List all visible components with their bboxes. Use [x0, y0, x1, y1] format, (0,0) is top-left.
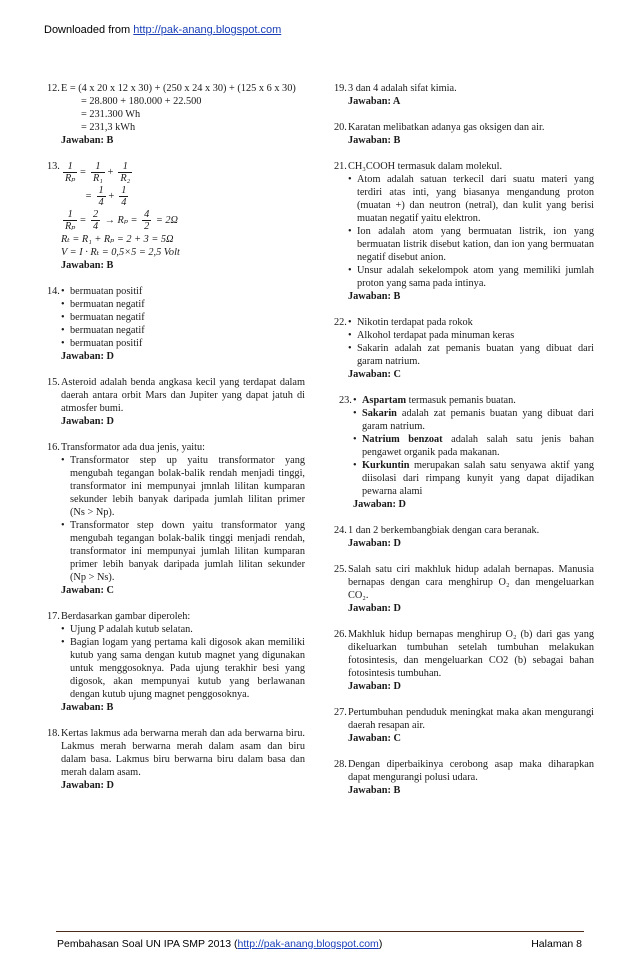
- question-27: [334, 706, 594, 745]
- list-item: • Transformator step down yaitu transformator yang mengubah tegangan bolak-balik tinggi menjadi rendah, transformator ini mempunyai jumlah lilitan kumparan primer lebih banyak daripada jumlah lilitan sekunder (Np > Ns).: [61, 519, 305, 584]
- q12-answer: Jawaban: B: [61, 135, 114, 146]
- question-19: [334, 82, 594, 108]
- list-item: • Natrium benzoat adalah salah satu jenis bahan pengawet organik pada makanan.: [353, 433, 594, 459]
- q13-answer: Jawaban: B: [61, 260, 114, 271]
- q28-text: Dengan diperbaikinya cerobong asap maka diharapkan dapat mengurangi polusi udara.: [348, 759, 594, 783]
- question-22: [334, 316, 594, 381]
- question-23: [334, 394, 594, 511]
- q18-answer: Jawaban: D: [61, 780, 114, 791]
- question-28: [334, 758, 594, 797]
- q23-number: 23.: [339, 395, 352, 406]
- page-footer: [57, 938, 582, 950]
- q23-list: [353, 394, 594, 498]
- q18-number: 18.: [47, 728, 60, 739]
- q20-answer: Jawaban: B: [348, 135, 401, 146]
- list-item: • Atom adalah satuan terkecil dari suatu materi yang terdiri atas inti, yang biasanya mengandung proton (muatan +) dan neutron (netral), dan kulit yang berisi muatan negatif yaitu elektron.: [348, 173, 594, 225]
- q20-text: Karatan melibatkan adanya gas oksigen dan air.: [348, 122, 545, 133]
- list-item: • Aspartam termasuk pemanis buatan.: [353, 394, 594, 407]
- q26-number: 26.: [334, 629, 347, 640]
- q12-line2: = 28.800 + 180.000 + 22.500: [81, 96, 202, 107]
- q24-text: 1 dan 2 berkembangbiak dengan cara beranak.: [348, 525, 540, 536]
- q27-number: 27.: [334, 707, 347, 718]
- q25-number: 25.: [334, 564, 347, 575]
- footer-link[interactable]: http://pak-anang.blogspot.com: [237, 938, 379, 950]
- question-18: [47, 727, 305, 792]
- q16-number: 16.: [47, 442, 60, 453]
- q27-text: Pertumbuhan penduduk meningkat maka akan mengurangi daerah resapan air.: [348, 707, 594, 731]
- question-25: [334, 563, 594, 615]
- q22-answer: Jawaban: C: [348, 369, 401, 380]
- q18-text: Kertas lakmus ada berwarna merah dan ada berwarna biru. Lakmus merah berwarna merah dalam asam dan biru dalam basa. Lakmus biru berwarna biru dalam basa dan merah dalam asam.: [61, 728, 305, 778]
- q16-list: [47, 454, 305, 584]
- q25-answer: Jawaban: D: [348, 603, 401, 614]
- q15-answer: Jawaban: D: [61, 416, 114, 427]
- question-20: [334, 121, 594, 147]
- question-24: [334, 524, 594, 550]
- question-17: [47, 610, 305, 714]
- q26-text: Makhluk hidup bernapas menghirup O₂ (b) dari gas yang dikeluarkan tumbuhan setelah tumbuhan melakukan fotosintesis, dan mengeluarkan CO2 (b) sebagai bahan fotosintesis tumbuhan.: [348, 629, 594, 679]
- q14-answer: Jawaban: D: [61, 351, 114, 362]
- list-item: • Sakarin adalah zat pemanis buatan yang dibuat dari garam natrium.: [348, 342, 594, 368]
- q17-list: [47, 623, 305, 701]
- q16-intro: Transformator ada dua jenis, yaitu:: [61, 442, 206, 453]
- q26-answer: Jawaban: D: [348, 681, 401, 692]
- list-item: • bermuatan positif: [61, 337, 305, 350]
- list-item: • Transformator step up yaitu transformator yang mengubah tegangan bolak-balik rendah menjadi tinggi, transformator ini mempunyai jmnlah lilitan kumparan sekunder lebih banyak daripada jumlah lilitan primer (Ns > Np).: [61, 454, 305, 519]
- q13-voltage: V = I · Rₜ = 0,5×5 = 2,5 Volt: [61, 247, 180, 258]
- question-26: [334, 628, 594, 693]
- q20-number: 20.: [334, 122, 347, 133]
- q12-line3: = 231.300 Wh: [81, 109, 141, 120]
- q14-number: 14.: [47, 286, 60, 297]
- question-12: [47, 82, 305, 147]
- list-item: • bermuatan negatif: [61, 311, 305, 324]
- q14-list: [61, 285, 305, 350]
- q19-text: 3 dan 4 adalah sifat kimia.: [348, 83, 457, 94]
- q17-intro: Berdasarkan gambar diperoleh:: [61, 611, 191, 622]
- header-prefix: Downloaded from: [44, 24, 134, 36]
- footer-divider: [56, 931, 584, 932]
- list-item: • Nikotin terdapat pada rokok: [348, 316, 594, 329]
- page-number: Halaman 8: [531, 938, 582, 950]
- q16-answer: Jawaban: C: [61, 585, 114, 596]
- list-item: • Ujung P adalah kutub selatan.: [61, 623, 305, 636]
- list-item: • bermuatan negatif: [61, 298, 305, 311]
- q13-math: [61, 160, 305, 233]
- q15-number: 15.: [47, 377, 60, 388]
- q19-number: 19.: [334, 83, 347, 94]
- question-21: [334, 160, 594, 303]
- q27-answer: Jawaban: C: [348, 733, 401, 744]
- q25-text: Salah satu ciri makhluk hidup adalah bernapas. Manusia bernapas dengan cara menghirup O₂ dan mengeluarkan CO₂.: [348, 564, 594, 601]
- right-column: [334, 82, 594, 810]
- page-header: [44, 24, 281, 36]
- question-13: [47, 160, 305, 272]
- q21-number: 21.: [334, 161, 347, 172]
- q21-intro: CH₃COOH termasuk dalam molekul.: [348, 161, 503, 172]
- footer-prefix: Pembahasan Soal UN IPA SMP 2013 (: [57, 938, 238, 950]
- list-item: • Bagian logam yang pertama kali digosok akan memiliki kutub yang sama dengan kutub magnet yang digunakan untuk menggosoknya. Pada ujung terakhir besi yang digosok, akan mempunyai kutub yang berlawanan dengan kutub ujung magnet penggosoknya.: [61, 636, 305, 701]
- q24-answer: Jawaban: D: [348, 538, 401, 549]
- question-15: [47, 376, 305, 428]
- left-column: [47, 82, 305, 805]
- q13-eq3: $\frac{1}{\text{Rₚ}}$ = $\frac{2}{4}$ → Rₚ = $\frac{4}{2}$ = 2Ω: [65, 209, 178, 232]
- q15-text: Asteroid adalah benda angkasa kecil yang terdapat dalam daerah antara orbit Mars dan Jupiter yang dapat jatuh di atmosfer bumi.: [61, 377, 305, 414]
- list-item: • Kurkuntin merupakan salah satu senyawa aktif yang diisolasi dari rimpang kunyit yang dapat dijadikan pewarna alami: [353, 459, 594, 498]
- q22-number: 22.: [334, 317, 347, 328]
- q21-answer: Jawaban: B: [348, 291, 401, 302]
- list-item: • Sakarin adalah zat pemanis buatan yang dibuat dari garam natrium.: [353, 407, 594, 433]
- q28-number: 28.: [334, 759, 347, 770]
- list-item: • Ion adalah atom yang bermuatan listrik, ion yang bermuatan listrik disebut kation, dan ion yang bermuatan negatif disebut anion.: [348, 225, 594, 264]
- q24-number: 24.: [334, 525, 347, 536]
- header-link[interactable]: http://pak-anang.blogspot.com: [133, 24, 282, 36]
- question-16: [47, 441, 305, 597]
- list-item: • Unsur adalah sekelompok atom yang memiliki jumlah proton yang sama pada intinya.: [348, 264, 594, 290]
- footer-suffix: ): [378, 938, 383, 950]
- list-item: • bermuatan negatif: [61, 324, 305, 337]
- q23-answer: Jawaban: D: [353, 499, 406, 510]
- q13-eq1: $\frac{1}{\text{Rₚ}}$ = $\frac{1}{\text{R₁}}$ + $\frac{1}{\text{R₂}}$: [65, 161, 131, 184]
- q22-list: [348, 316, 594, 368]
- q21-list: [334, 173, 594, 290]
- q13-number: 13.: [47, 161, 60, 172]
- q12-line4: = 231,3 kWh: [81, 122, 136, 133]
- q28-answer: Jawaban: B: [348, 785, 401, 796]
- question-14: [47, 285, 305, 363]
- q17-number: 17.: [47, 611, 60, 622]
- q13-eq2: = $\frac{1}{4}$ + $\frac{1}{4}$: [85, 185, 127, 208]
- list-item: • Alkohol terdapat pada minuman keras: [348, 329, 594, 342]
- q12-number: 12.: [47, 83, 60, 94]
- q17-answer: Jawaban: B: [61, 702, 114, 713]
- list-item: • bermuatan positif: [61, 285, 305, 298]
- q12-line1: E = (4 x 20 x 12 x 30) + (250 x 24 x 30) + (125 x 6 x 30): [61, 83, 296, 94]
- q19-answer: Jawaban: A: [348, 96, 401, 107]
- q13-total-resistance: Rₜ = R₁ + Rₚ = 2 + 3 = 5Ω: [61, 234, 174, 245]
